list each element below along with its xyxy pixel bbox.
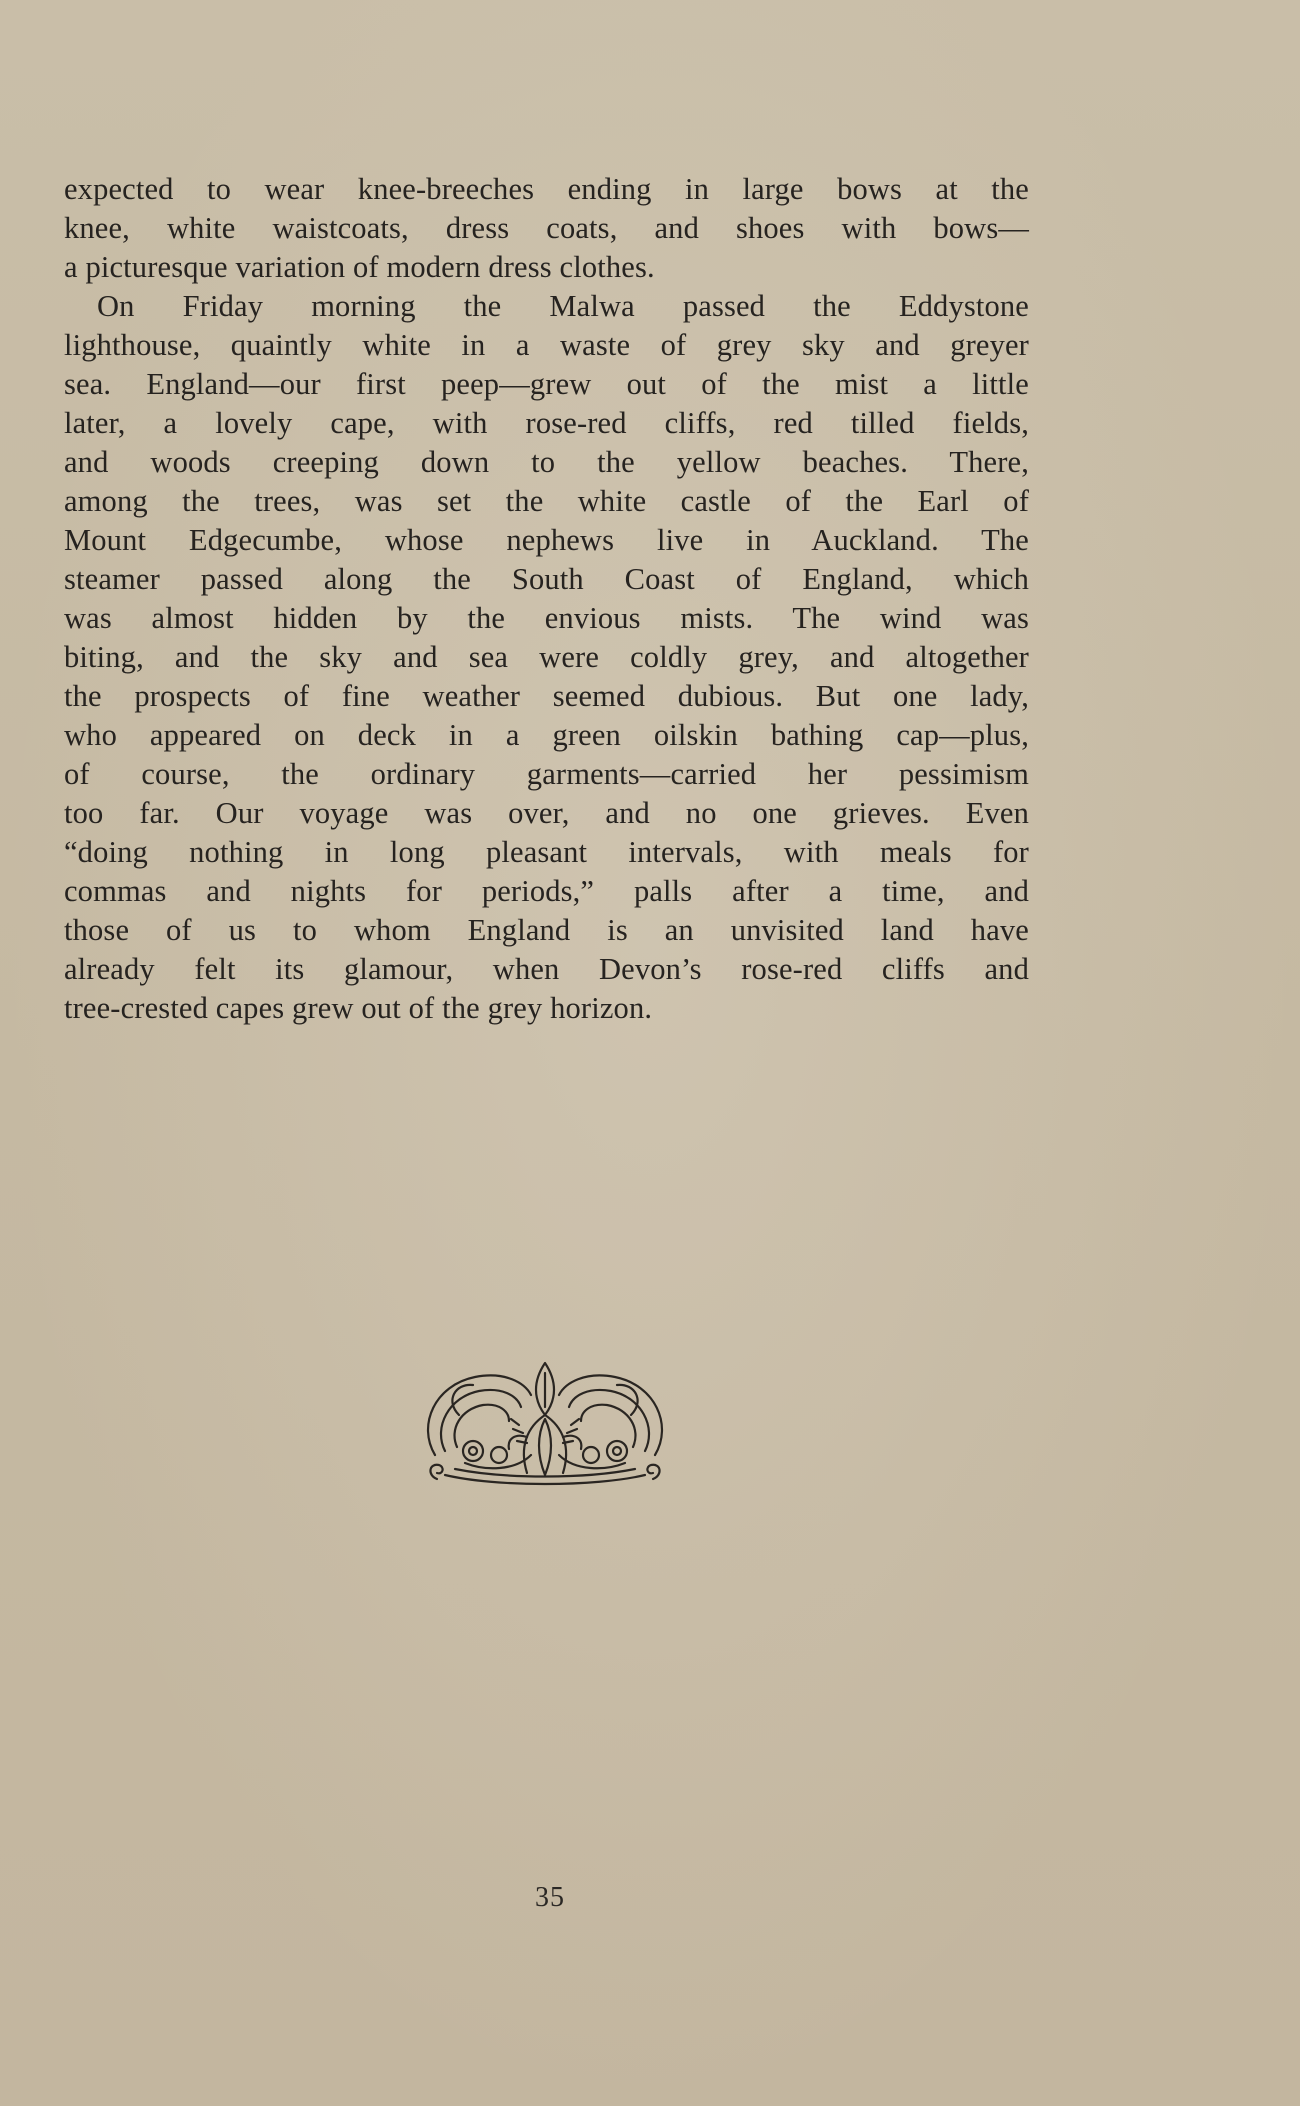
text-line: among the trees, was set the white castle of the Earl of [64, 484, 1029, 518]
text-line: steamer passed along the South Coast of England, which [64, 562, 1029, 596]
text-line: was almost hidden by the envious mists. The wind was [64, 601, 1029, 635]
text-line: expected to wear knee-breeches ending in large bows at the [64, 172, 1029, 206]
floral-tailpiece-icon [415, 1355, 675, 1490]
paragraph-1 [64, 170, 1029, 287]
text-line: Mount Edgecumbe, whose nephews live in Auckland. The [64, 523, 1029, 557]
text-line: lighthouse, quaintly white in a waste of grey sky and greyer [64, 328, 1029, 362]
text-line: too far. Our voyage was over, and no one grieves. Even [64, 796, 1029, 830]
paragraph-2 [64, 287, 1029, 1028]
text-line: who appeared on deck in a green oilskin bathing cap—plus, [64, 718, 1029, 752]
text-line: a picturesque variation of modern dress clothes. [64, 250, 655, 284]
text-line: those of us to whom England is an unvisited land have [64, 913, 1029, 947]
text-line: tree-crested capes grew out of the grey horizon. [64, 991, 653, 1025]
text-line: already felt its glamour, when Devon’s rose-red cliffs and [64, 952, 1029, 986]
text-line: knee, white waistcoats, dress coats, and shoes with bows— [64, 211, 1029, 245]
text-line: of course, the ordinary garments—carried her pessimism [64, 757, 1029, 791]
body-text [64, 170, 1029, 1028]
text-line: and woods creeping down to the yellow beaches. There, [64, 445, 1029, 479]
text-line: commas and nights for periods,” palls after a time, and [64, 874, 1029, 908]
text-line: later, a lovely cape, with rose-red cliffs, red tilled fields, [64, 406, 1029, 440]
text-line: biting, and the sky and sea were coldly grey, and altogether [64, 640, 1029, 674]
text-line: the prospects of fine weather seemed dubious. But one lady, [64, 679, 1029, 713]
page-number: 35 [535, 1882, 565, 1913]
text-line: “doing nothing in long pleasant intervals, with meals for [64, 835, 1029, 869]
text-line: sea. England—our first peep—grew out of the mist a little [64, 367, 1029, 401]
text-line: On Friday morning the Malwa passed the Eddystone [97, 289, 1029, 323]
